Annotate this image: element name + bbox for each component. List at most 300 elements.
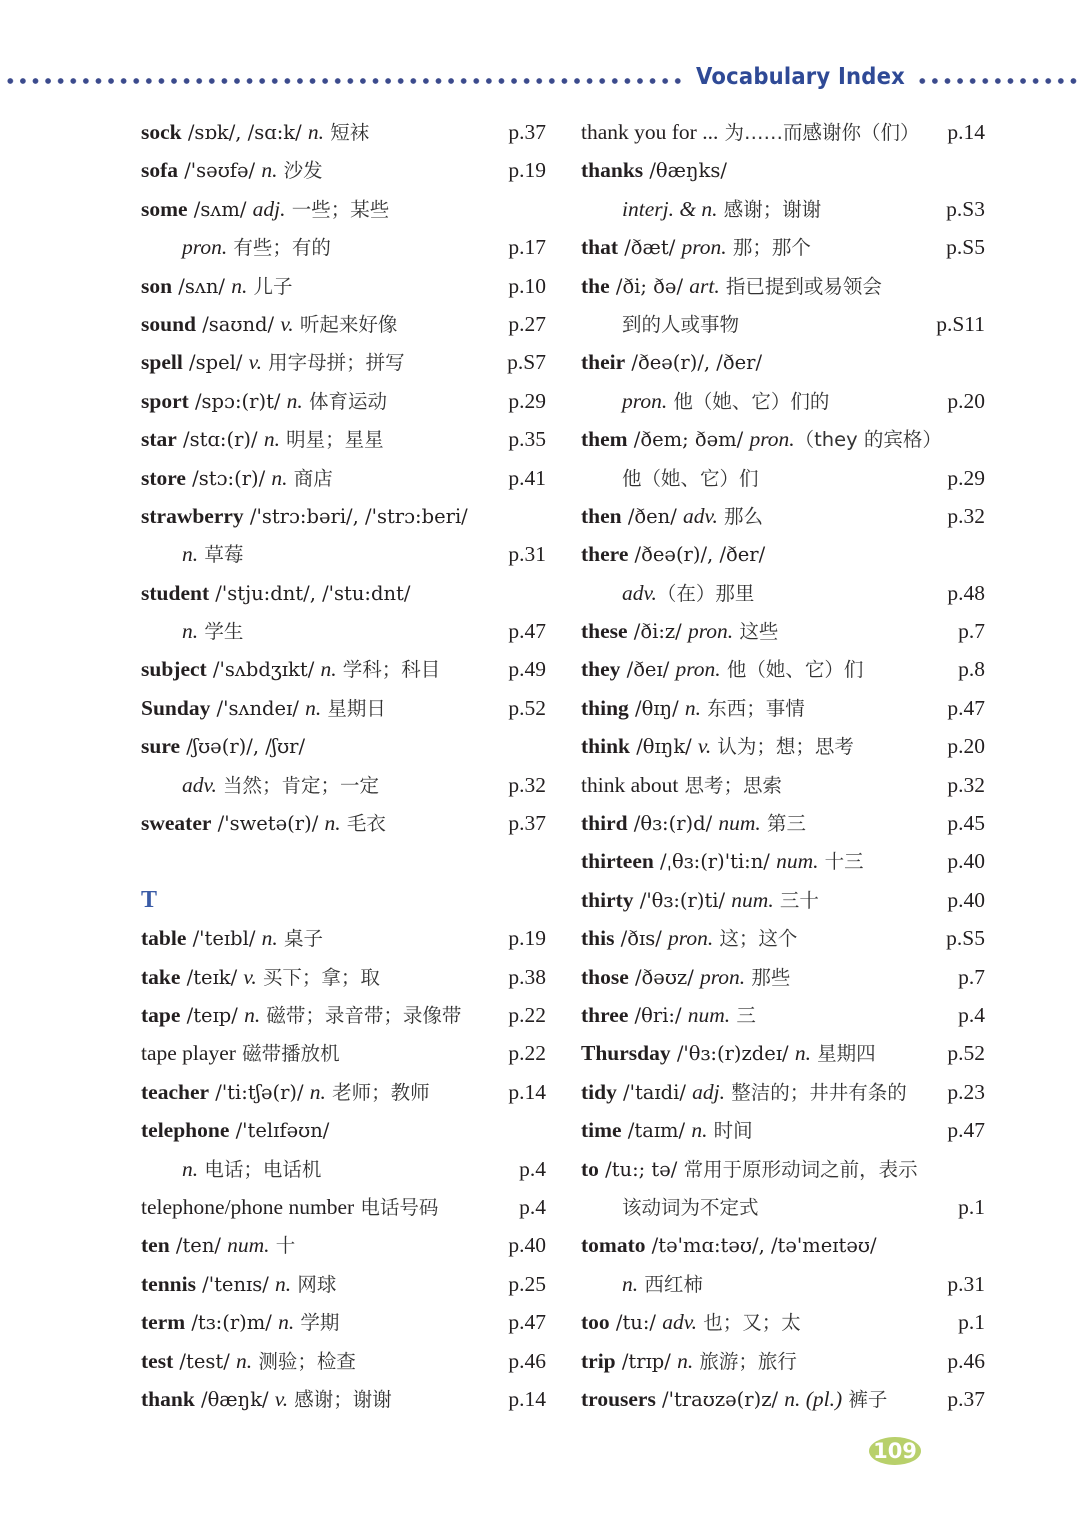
vocab-entry: [581, 996, 985, 1034]
entry-text: [581, 574, 754, 612]
page-reference: p.32: [508, 772, 546, 797]
headword: this: [581, 926, 615, 951]
entry-text: [141, 689, 386, 727]
vocab-entry: [141, 1265, 546, 1303]
entry-text: [581, 919, 797, 957]
headword: some: [141, 196, 188, 221]
chinese-meaning: 短袜: [324, 121, 370, 144]
headword: Thursday: [581, 1041, 671, 1066]
vocab-entry: [581, 535, 985, 573]
page-reference: p.20: [947, 388, 985, 413]
vocab-entry: [141, 919, 546, 957]
headword: telephone: [141, 1118, 230, 1143]
phonetic: /ʃʊə(r)/, /ʃʊr/: [180, 735, 306, 759]
entry-text: [581, 190, 821, 228]
chinese-meaning: 用字母拼；拼写: [261, 351, 405, 375]
chinese-meaning: 这些: [733, 620, 779, 644]
entry-text: [581, 766, 782, 804]
entry-text: [581, 1111, 753, 1149]
part-of-speech: v.: [697, 734, 712, 759]
headword: think: [581, 734, 631, 759]
vocab-entry: [141, 650, 546, 688]
phonetic: /ðəʊz/: [628, 965, 700, 989]
page-reference: p.S7: [507, 350, 546, 375]
chinese-meaning: 桌子: [277, 927, 323, 951]
phonetic: /θri:/: [628, 1003, 688, 1027]
vocab-entry: [581, 1226, 985, 1264]
dotted-rule-right: [916, 78, 1080, 84]
page-reference: p.19: [508, 926, 546, 951]
headword: there: [581, 542, 629, 567]
headword: test: [141, 1348, 174, 1373]
vocab-entry: [581, 151, 985, 189]
vocab-entry: [581, 497, 985, 535]
vocab-entry: [141, 305, 546, 343]
chinese-meaning: 旅游；旅行: [693, 1349, 797, 1373]
vocab-entry: [581, 727, 985, 765]
part-of-speech: num.: [718, 811, 761, 836]
headword: tape: [141, 1002, 181, 1027]
vocab-entry: [141, 459, 546, 497]
chinese-meaning: 他（她、它）们: [720, 658, 864, 682]
entry-text: [581, 1265, 703, 1303]
page-reference: p.40: [947, 887, 985, 912]
part-of-speech: v.: [248, 350, 262, 375]
vocab-entry: [581, 689, 985, 727]
dotted-rule-left: [4, 78, 686, 84]
headword: three: [581, 1002, 629, 1027]
vocab-entry: [581, 1342, 985, 1380]
entry-text: [141, 958, 380, 996]
page-reference: p.23: [947, 1079, 985, 1104]
vocab-entry: [581, 1073, 985, 1111]
entry-text: [141, 1303, 339, 1341]
chinese-meaning: 他（她、它）们: [622, 466, 759, 490]
vocab-entry: [141, 1303, 546, 1341]
entry-text: [141, 766, 379, 804]
entry-text: [581, 459, 759, 497]
part-of-speech: adj.: [692, 1079, 726, 1104]
entry-text: [141, 1188, 438, 1226]
chinese-meaning: 商店: [287, 466, 333, 490]
chinese-meaning: 听起来好像: [293, 312, 398, 336]
entry-text: [141, 1226, 295, 1264]
entry-text: [141, 420, 384, 458]
part-of-speech: n.: [236, 1348, 253, 1373]
part-of-speech: n.: [182, 542, 199, 567]
vocab-entry: [141, 574, 546, 612]
part-of-speech: n.: [244, 1002, 261, 1027]
page-reference: p.47: [508, 1310, 546, 1335]
entry-text: [141, 1342, 356, 1380]
page-reference: p.47: [508, 619, 546, 644]
chinese-meaning: 思考；思索: [678, 773, 783, 797]
part-of-speech: pron.: [699, 964, 746, 989]
right-column: [581, 113, 985, 1418]
entry-text: [141, 612, 243, 650]
headword: Sunday: [141, 695, 211, 720]
part-of-speech: n.: [182, 619, 199, 644]
chinese-meaning: 整洁的；井井有条的: [725, 1080, 907, 1104]
vocab-entry: [141, 535, 546, 573]
part-of-speech: adv.: [622, 580, 657, 605]
headword: time: [581, 1118, 622, 1143]
entry-text: [141, 190, 389, 228]
vocab-entry: [581, 267, 985, 305]
headword: son: [141, 273, 173, 298]
part-of-speech: num.: [731, 887, 774, 912]
vocab-entry: [581, 919, 985, 957]
headword: them: [581, 427, 628, 452]
part-of-speech: num.: [227, 1233, 270, 1258]
entry-text: [141, 228, 331, 266]
part-of-speech: num.: [776, 849, 819, 874]
vocab-entry: [581, 459, 985, 497]
part-of-speech: adj.: [252, 196, 286, 221]
chinese-meaning: 沙发: [277, 159, 323, 183]
entry-text: [581, 842, 864, 880]
vocab-entry: [581, 881, 985, 919]
page-reference: p.8: [958, 657, 985, 682]
headword: sweater: [141, 811, 212, 836]
chinese-meaning: 草莓: [198, 543, 244, 567]
entry-text: [141, 459, 333, 497]
vocab-entry: [141, 1034, 546, 1072]
phonetic: /spel/: [182, 351, 249, 375]
page-reference: p.40: [508, 1233, 546, 1258]
vocab-entry: [581, 1265, 985, 1303]
chinese-meaning: 电话号码: [354, 1195, 439, 1219]
vocab-entry: [141, 1111, 546, 1149]
vocab-entry: [141, 689, 546, 727]
phrase: tape player: [141, 1041, 236, 1066]
entry-text: [581, 612, 778, 650]
chinese-meaning: 磁带播放机: [235, 1042, 340, 1066]
page-header: [0, 62, 1080, 100]
phonetic: /tu:/: [609, 1311, 663, 1335]
part-of-speech: pron.: [182, 235, 228, 260]
vocab-entry: [141, 612, 546, 650]
vocab-entry: [141, 958, 546, 996]
phonetic: /teɪp/: [180, 1003, 245, 1027]
page-reference: p.20: [947, 734, 985, 759]
vocab-entry: [581, 842, 985, 880]
page-reference: p.40: [947, 849, 985, 874]
vocab-entry: [581, 305, 985, 343]
entry-text: [581, 151, 727, 189]
page-reference: p.1: [958, 1310, 985, 1335]
page-reference: p.29: [508, 388, 546, 413]
entry-text: [581, 1073, 907, 1111]
page-reference: p.32: [947, 503, 985, 528]
entry-text: [581, 382, 829, 420]
page-reference: p.49: [508, 657, 546, 682]
part-of-speech: n.: [622, 1271, 639, 1296]
vocab-entry: [141, 804, 546, 842]
headword: third: [581, 811, 628, 836]
part-of-speech: n.: [309, 1079, 326, 1104]
chinese-meaning: 感谢；谢谢: [288, 1387, 392, 1411]
headword: sure: [141, 734, 181, 759]
chinese-meaning: 明星；星星: [279, 428, 384, 452]
phonetic: /test/: [173, 1349, 236, 1373]
page-reference: p.47: [947, 695, 985, 720]
chinese-meaning: 认为；想；思考: [711, 735, 854, 759]
page-reference: p.32: [947, 772, 985, 797]
vocab-entry: [581, 1150, 985, 1188]
page-reference: p.45: [947, 811, 985, 836]
vocab-entry: [141, 727, 546, 765]
entry-text: [141, 151, 323, 189]
vocab-entry: [581, 382, 985, 420]
entry-text: [581, 420, 942, 458]
entry-text: [141, 535, 243, 573]
headword: sport: [141, 388, 189, 413]
left-column: [141, 113, 546, 1418]
part-of-speech: adv.: [182, 772, 217, 797]
vocab-entry: [141, 1188, 546, 1226]
part-of-speech: n. (pl.): [784, 1386, 843, 1411]
vocab-entry: [141, 497, 546, 535]
part-of-speech: pron.: [668, 926, 714, 951]
chinese-meaning: 体育运动: [302, 389, 387, 413]
part-of-speech: n.: [307, 120, 325, 144]
phonetic: /spɔ:(r)t/: [188, 389, 287, 413]
vocab-entry: [581, 1188, 985, 1226]
entry-text: [581, 535, 765, 573]
part-of-speech: pron.: [681, 235, 727, 260]
entry-text: [141, 1111, 329, 1149]
phonetic: /θæŋks/: [643, 159, 727, 183]
page-reference: p.46: [508, 1348, 546, 1373]
page-reference: p.37: [947, 1386, 985, 1411]
vocab-entry: [581, 1034, 985, 1072]
entry-text: [581, 1226, 877, 1264]
page-reference: p.37: [508, 120, 546, 144]
phonetic: /'θɜ:(r)zdeɪ/: [670, 1042, 795, 1066]
phonetic: /θɪŋ/: [628, 696, 685, 720]
headword: take: [141, 964, 181, 989]
chinese-meaning: 三: [730, 1003, 756, 1027]
headword: subject: [141, 657, 207, 682]
entry-text: [141, 267, 293, 305]
entry-text: [141, 727, 305, 765]
entry-text: [141, 1150, 321, 1188]
chinese-meaning: 常用于原形动词之前，表示: [683, 1157, 918, 1181]
phonetic: /'taɪdi/: [616, 1080, 693, 1104]
part-of-speech: n.: [271, 465, 288, 490]
part-of-speech: n.: [278, 1310, 295, 1335]
headword: table: [141, 926, 187, 951]
entry-text: [141, 1034, 340, 1072]
chinese-meaning: 也；又；太: [697, 1311, 801, 1335]
entry-text: [141, 804, 386, 842]
entry-text: [581, 343, 762, 381]
entry-text: [581, 1342, 797, 1380]
vocab-entry: [141, 996, 546, 1034]
vocab-entry: [581, 1111, 985, 1149]
entry-text: [141, 650, 440, 688]
page-reference: p.1: [958, 1194, 985, 1219]
entry-text: [141, 497, 468, 535]
entry-text: [141, 343, 405, 381]
phonetic: /ðem; ðəm/: [627, 428, 750, 452]
phonetic: /'swetə(r)/: [211, 812, 325, 836]
headword: then: [581, 503, 622, 528]
part-of-speech: n.: [275, 1271, 292, 1296]
vocab-entry: [141, 267, 546, 305]
phonetic: /ðen/: [621, 504, 684, 528]
part-of-speech: art.: [689, 273, 720, 298]
page-reference: p.52: [947, 1041, 985, 1066]
chinese-meaning: 到的人或事物: [622, 312, 740, 336]
part-of-speech: n.: [261, 926, 278, 951]
chinese-meaning: （在）那里: [656, 581, 755, 605]
page-reference: p.29: [947, 465, 985, 490]
part-of-speech: adv.: [683, 503, 718, 528]
part-of-speech: v.: [243, 964, 257, 989]
page-reference: p.31: [947, 1271, 985, 1296]
chinese-meaning: 学生: [198, 620, 244, 644]
phonetic: /trɪp/: [615, 1349, 678, 1373]
phrase: think about: [581, 772, 679, 797]
phonetic: /ði:z/: [627, 620, 688, 644]
entry-text: [141, 382, 387, 420]
vocab-entry: [581, 190, 985, 228]
entry-text: [141, 1265, 336, 1303]
vocab-entry: [141, 420, 546, 458]
headword: thirty: [581, 887, 634, 912]
part-of-speech: n.: [231, 273, 248, 298]
phonetic: /'stju:dnt/, /'stu:dnt/: [209, 581, 411, 605]
headword: their: [581, 350, 626, 375]
chinese-meaning: 一些；某些: [285, 197, 390, 221]
page-reference: p.46: [947, 1348, 985, 1373]
headword: ten: [141, 1233, 170, 1258]
phonetic: /ðeə(r)/, /ðer/: [628, 543, 766, 567]
headword: these: [581, 619, 628, 644]
headword: sound: [141, 311, 196, 336]
chinese-meaning: 毛衣: [340, 812, 386, 836]
phonetic: /ðɪs/: [614, 927, 668, 951]
vocab-entry: [141, 343, 546, 381]
phonetic: /teɪk/: [180, 965, 244, 989]
phonetic: /stɑ:(r)/: [176, 428, 264, 452]
phonetic: /tɜ:(r)m/: [185, 1311, 279, 1335]
page-reference: p.25: [508, 1271, 546, 1296]
part-of-speech: n.: [794, 1041, 811, 1066]
part-of-speech: n.: [691, 1118, 708, 1143]
page-reference: p.19: [508, 158, 546, 183]
page-reference: p.S11: [936, 311, 985, 336]
headword: tidy: [581, 1079, 617, 1104]
chinese-meaning: 老师；教师: [325, 1080, 430, 1104]
page-reference: p.4: [958, 1002, 985, 1027]
part-of-speech: v.: [274, 1386, 289, 1411]
chinese-meaning: 星期四: [810, 1042, 876, 1066]
phonetic: /'tenɪs/: [195, 1272, 276, 1296]
headword: too: [581, 1310, 610, 1335]
phonetic: /stɔ:(r)/: [185, 466, 272, 490]
entry-text: [141, 574, 410, 612]
entry-text: [581, 497, 763, 535]
page-reference: p.7: [958, 619, 985, 644]
page-reference: p.14: [508, 1386, 546, 1411]
phonetic: /'θɜ:(r)ti/: [633, 888, 732, 912]
headword: tennis: [141, 1271, 196, 1296]
phonetic: /'teɪbl/: [186, 927, 262, 951]
chinese-meaning: 网球: [291, 1272, 337, 1296]
part-of-speech: pron.: [687, 619, 734, 644]
page-reference: p.31: [508, 542, 546, 567]
phonetic: /sɒk/, /sɑ:k/: [181, 121, 308, 144]
chinese-meaning: 买下；拿；取: [256, 965, 380, 989]
phonetic: /θɜ:(r)d/: [627, 812, 719, 836]
phonetic: /'strɔ:bəri/, /'strɔ:beri/: [243, 504, 468, 528]
vocab-entry: [141, 113, 546, 151]
entry-text: [141, 113, 369, 151]
phonetic: /'sʌbdʒɪkt/: [206, 658, 321, 682]
chinese-meaning: 那些: [745, 965, 791, 989]
part-of-speech: n.: [677, 1348, 694, 1373]
chinese-meaning: 东西；事情: [701, 696, 805, 720]
part-of-speech: n.: [684, 695, 702, 720]
headword: thanks: [581, 158, 644, 183]
phonetic: /ˌθɜ:(r)'ti:n/: [653, 850, 777, 874]
entry-text: [581, 727, 854, 765]
page-reference: p.48: [947, 580, 985, 605]
page-reference: p.27: [508, 311, 546, 336]
phonetic: /ten/: [169, 1234, 228, 1258]
page-reference: p.52: [508, 695, 546, 720]
vocab-entry: [141, 1380, 546, 1418]
phonetic: /ðeə(r)/, /ðer/: [625, 351, 763, 375]
chinese-meaning: 那么: [717, 504, 764, 528]
chinese-meaning: 第三: [760, 812, 806, 836]
chinese-meaning: 有些；有的: [227, 236, 331, 260]
entry-text: [581, 689, 805, 727]
vocab-entry: [141, 766, 546, 804]
chinese-meaning: 感谢；谢谢: [717, 197, 822, 221]
chinese-meaning: 磁带；录音带；录像带: [260, 1003, 462, 1027]
chinese-meaning: 指已提到或易领会: [719, 274, 882, 298]
entry-text: [141, 1073, 430, 1111]
headword: the: [581, 273, 610, 298]
entry-text: [581, 1150, 918, 1188]
vocab-entry: [141, 1226, 546, 1264]
page-reference: p.17: [508, 235, 546, 260]
chinese-meaning: 时间: [707, 1119, 753, 1143]
entry-text: [581, 267, 882, 305]
entry-text: [581, 804, 806, 842]
spacer: [141, 842, 546, 880]
chinese-meaning: 那；那个: [726, 236, 811, 260]
vocab-entry: [141, 228, 546, 266]
entry-text: [581, 650, 863, 688]
entry-text: [141, 996, 461, 1034]
part-of-speech: adv.: [662, 1310, 698, 1335]
vocab-entry: [581, 958, 985, 996]
chinese-meaning: 该动词为不定式: [622, 1195, 759, 1219]
headword: thing: [581, 695, 629, 720]
chinese-meaning: 电话；电话机: [198, 1157, 322, 1181]
entry-text: [581, 228, 811, 266]
page-reference: p.S5: [946, 235, 985, 260]
entry-text: [141, 919, 323, 957]
entry-text: [581, 958, 790, 996]
phonetic: /sʌm/: [187, 197, 253, 221]
headword: store: [141, 465, 186, 490]
